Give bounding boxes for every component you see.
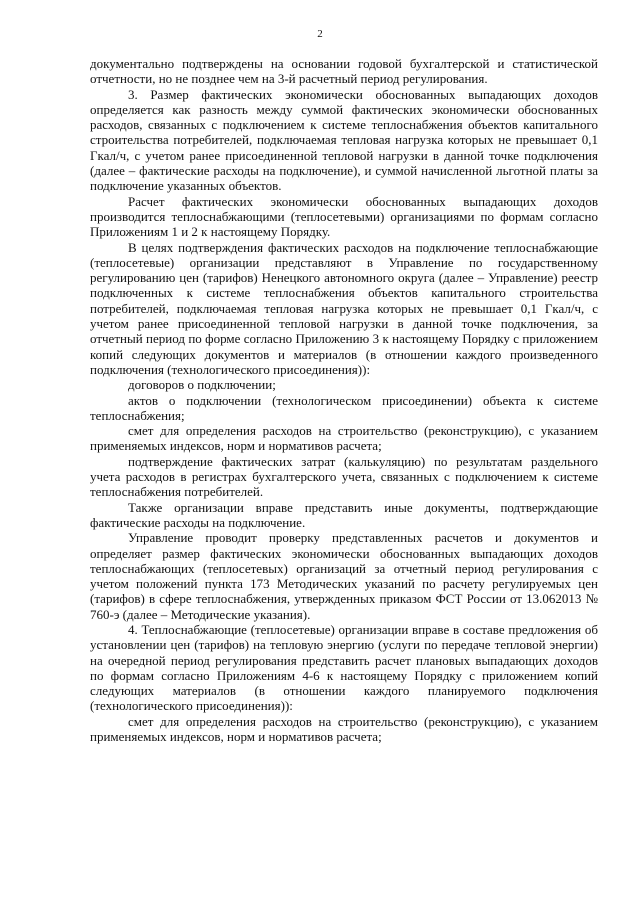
list-item: подтверждение фактических затрат (калькуляцию) по результатам раздельного учета расходов в регистрах бухгалтерского учета, связанных с подключением к системе теплоснабжения потребителей. (90, 453, 598, 500)
list-item: актов о подключении (технологическом присоединении) объекта к системе теплоснабжения; (90, 392, 598, 423)
paragraph: 3. Размер фактических экономически обоснованных выпадающих доходов определяется как разность между суммой фактических экономически обоснованных расходов, связанных с подключением к системе теплоснабжения объектов капитального строительства потребителей, подключаемая тепловая нагрузка которых не превышает 0,1 Гкал/ч, с учетом ранее присоединенной тепловой нагрузки в данной точке подключения (далее – фактические расходы на подключение), и суммой начисленной льготной платы за подключение указанных объектов. (90, 86, 598, 194)
paragraph: 4. Теплоснабжающие (теплосетевые) организации вправе в составе предложения об установлении цен (тарифов) на тепловую энергию (услуги по передаче тепловой энергии) на очередной период регулирования представить расчет плановых выпадающих доходов по формам согласно Приложениям 4-6 к настоящему Порядку с приложением копий следующих материалов (в отношении каждого планируемого подключения (технологического присоединения)): (90, 621, 598, 714)
list-item: смет для определения расходов на строительство (реконструкцию), с указанием применяемых индексов, норм и нормативов расчета; (90, 423, 598, 454)
paragraph: документально подтверждены на основании годовой бухгалтерской и статистической отчетности, но не позднее чем на 3-й расчетный период регулирования. (90, 56, 598, 87)
page-number: 2 (317, 28, 323, 40)
paragraph: Управление проводит проверку представленных расчетов и документов и определяет размер фактических экономически обоснованных выпадающих доходов теплоснабжающих (теплосетевых) организаций за отчетный период регулирования с учетом положений пункта 173 Методических указаний по расчету регулируемых цен (тарифов) в сфере теплоснабжения, утвержденных приказом ФСТ России от 13.062013 № 760-э (далее – Методические указания). (90, 530, 598, 622)
paragraph: В целях подтверждения фактических расходов на подключение теплоснабжающие (теплосетевые) организации представляют в Управление по государственному регулированию цен (тарифов) Ненецкого автономного округа (далее – Управление) реестр подключенных к системе теплоснабжения объектов капитального строительства потребителей, подключаемая тепловая нагрузка которых не превышает 0,1 Гкал/ч, с учетом ранее присоединенной тепловой нагрузки в данной точке подключения, за отчетный период по форме согласно Приложению 3 к настоящему Порядку с приложением копий следующих документов и материалов (в отношении каждого произведенного подключения (технологического присоединения)): (90, 239, 598, 377)
paragraph: Расчет фактических экономически обоснованных выпадающих доходов производится теплоснабжающими (теплосетевыми) организациями по формам согласно Приложениям 1 и 2 к настоящему Порядку. (90, 193, 598, 240)
paragraph: Также организации вправе представить иные документы, подтверждающие фактические расходы на подключение. (90, 499, 598, 530)
list-item: договоров о подключении; (128, 377, 276, 393)
list-item: смет для определения расходов на строительство (реконструкцию), с указанием применяемых индексов, норм и нормативов расчета; (90, 713, 598, 745)
document-body (90, 56, 598, 744)
